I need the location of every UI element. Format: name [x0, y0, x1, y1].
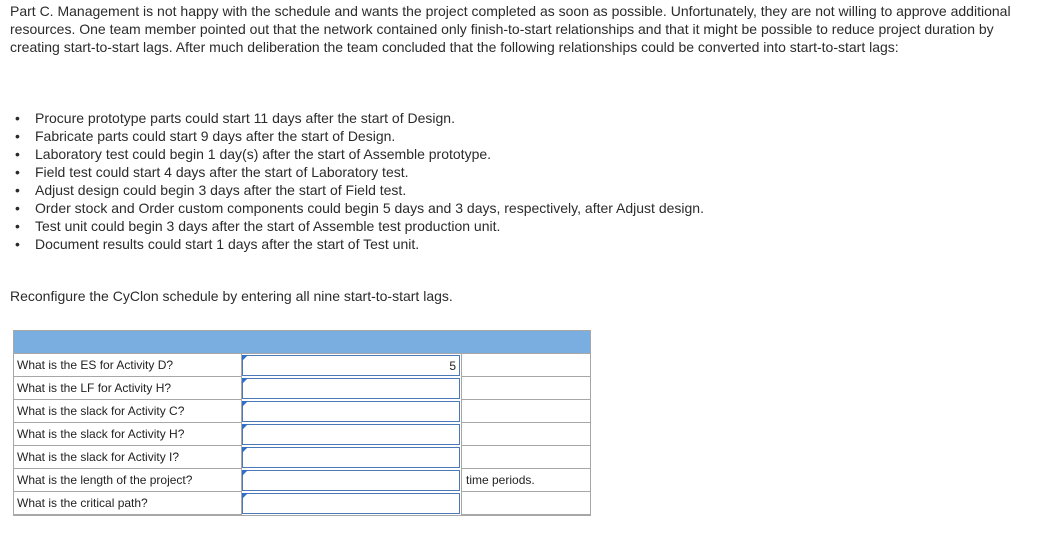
list-item: • Laboratory test could begin 1 day(s) after the start of Assemble prototype. [15, 145, 704, 163]
slack-activity-h-input[interactable] [242, 424, 460, 445]
table-row [14, 492, 590, 515]
table-row [14, 377, 590, 400]
answer-cell [242, 446, 461, 469]
answer-cell [242, 400, 461, 423]
project-length-input[interactable] [242, 470, 460, 491]
list-item: • Fabricate parts could start 9 days after the start of Design. [15, 127, 704, 145]
list-item: • Adjust design could begin 3 days after the start of Field test. [15, 181, 704, 199]
list-item: • Procure prototype parts could start 11 days after the start of Design. [15, 109, 704, 127]
problem-intro: Part C. Management is not happy with the schedule and wants the project completed as soon as possible. Unfortunately, they are not willing to approve additional resources. One team member pointed out that the network contained only finish-to-start relationships and that it might be possible to reduce project duration by creating start-to-start lags. After much deliberation the team concluded that the following relationships could be converted into start-to-start lags: [10, 3, 1011, 56]
table-header [14, 331, 590, 354]
list-item: • Document results could start 1 days after the start of Test unit. [15, 235, 704, 253]
question-label: What is the slack for Activity H? [14, 423, 242, 446]
question-label: What is the slack for Activity C? [14, 400, 242, 423]
list-item: • Order stock and Order custom components could begin 5 days and 3 days, respectively, after Adjust design. [15, 199, 704, 217]
question-prompt: Reconfigure the CyClon schedule by entering all nine start-to-start lags. [10, 288, 453, 304]
es-activity-d-input[interactable] [242, 355, 460, 376]
question-label: What is the slack for Activity I? [14, 446, 242, 469]
lag-list [15, 109, 704, 253]
answer-cell [242, 469, 461, 492]
unit-label: time periods. [461, 469, 590, 492]
question-label: What is the length of the project? [14, 469, 242, 492]
table-row [14, 423, 590, 446]
question-label: What is the critical path? [14, 492, 242, 515]
list-item: • Test unit could begin 3 days after the start of Assemble test production unit. [15, 217, 704, 235]
unit-label [461, 423, 590, 446]
table-row [14, 354, 590, 377]
answer-cell [242, 423, 461, 446]
table-row [14, 469, 590, 492]
table-row [14, 400, 590, 423]
answer-table [13, 330, 591, 516]
answer-cell [242, 492, 461, 515]
unit-label [461, 446, 590, 469]
answer-cell [242, 354, 461, 377]
slack-activity-c-input[interactable] [242, 401, 460, 422]
answer-cell [242, 377, 461, 400]
unit-label [461, 492, 590, 515]
question-label: What is the LF for Activity H? [14, 377, 242, 400]
unit-label [461, 377, 590, 400]
list-item: • Field test could start 4 days after the start of Laboratory test. [15, 163, 704, 181]
lf-activity-h-input[interactable] [242, 378, 460, 399]
question-label: What is the ES for Activity D? [14, 354, 242, 377]
slack-activity-i-input[interactable] [242, 447, 460, 468]
unit-label [461, 400, 590, 423]
critical-path-input[interactable] [242, 493, 460, 514]
unit-label [461, 354, 590, 377]
table-row [14, 446, 590, 469]
